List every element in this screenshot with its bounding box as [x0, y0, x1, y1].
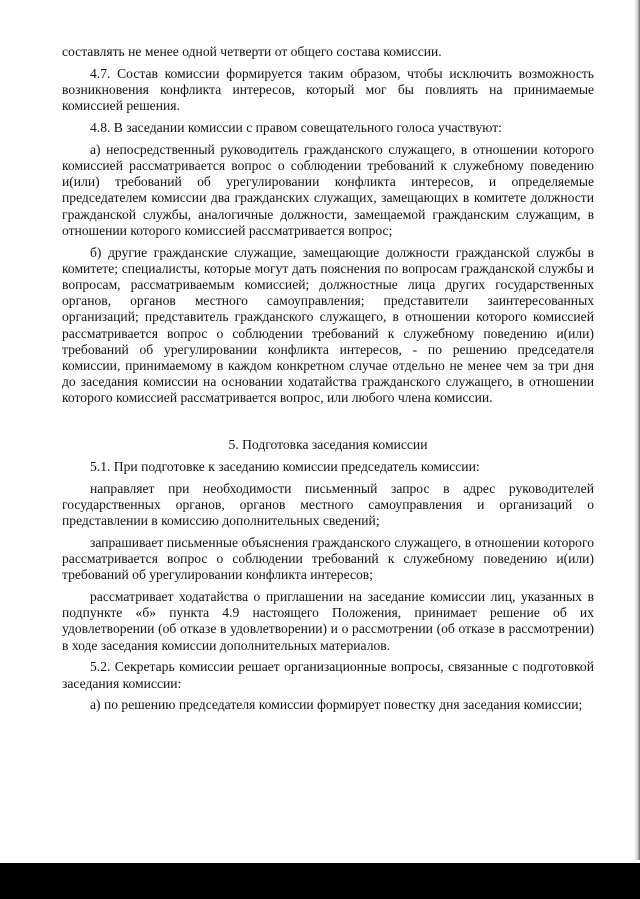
paragraph-continuation: составлять не менее одной четверти от общего состава комиссии.: [62, 44, 442, 59]
scan-bottom-border: [0, 863, 640, 899]
paragraph-5-1: 5.1. При подготовке к заседанию комиссии председатель комиссии:: [90, 458, 480, 474]
paragraph-4-8-b: б) другие гражданские служащие, замещающие должности гражданской службы в комитете; специалисты, которые могут дать пояснения по вопросам гражданской службы и вопросам, рассматриваемым комиссией; должностные лица других государственных органов, органов местного самоуправления; представители заинтересованных организаций; представитель гражданского служащего, в отношении которого комиссией рассматривается вопрос о соблюдении требований к служебному поведению и(или) требований об урегулировании конфликта интересов, - по решению председателя комиссии, принимаемому в каждом конкретном случае отдельно не менее чем за три дня до заседания комиссии на основании ходатайства гражданского служащего, в отношении которого комиссией рассматривается вопрос, или любого члена комиссии.: [62, 244, 594, 406]
document-body: [62, 44, 594, 719]
section-heading-5: 5. Подготовка заседания комиссии: [228, 436, 428, 452]
paragraph-5-1-item-2: запрашивает письменные объяснения гражданского служащего, в отношении которого рассматривается вопрос о соблюдении требований к служебному поведению и(или) требований об урегулировании конфликта интересов;: [62, 534, 594, 583]
paragraph-5-1-item-1: направляет при необходимости письменный запрос в адрес руководителей государственных органов, органов местного самоуправления и организаций о представлении в комиссию дополнительных сведений;: [62, 480, 594, 529]
paragraph-4-8-a: а) непосредственный руководитель гражданского служащего, в отношении которого комиссией рассматривается вопрос о соблюдении требований к служебному поведению и(или) требований об урегулировании конфликта интересов, и определяемые председателем комиссии два гражданских служащих, замещающих в комитете должности гражданской службы, аналогичные должности, замещаемой гражданским служащим, в отношении которого комиссией рассматривается вопрос;: [62, 141, 594, 238]
paragraph-4-8: 4.8. В заседании комиссии с правом совещательного голоса участвуют:: [90, 120, 502, 135]
paragraph-4-7: 4.7. Состав комиссии формируется таким образом, чтобы исключить возможность возникновения конфликта интересов, который мог бы повлиять на принимаемые комиссией решения.: [62, 65, 594, 114]
paragraph-5-2-a: а) по решению председателя комиссии формирует повестку дня заседания комиссии;: [90, 697, 583, 713]
paragraph-5-2: 5.2. Секретарь комиссии решает организационные вопросы, связанные с подготовкой заседания комиссии:: [62, 659, 594, 691]
paragraph-5-1-item-3: рассматривает ходатайства о приглашении на заседание комиссии лиц, указанных в подпункте «б» пункта 4.9 настоящего Положения, принимает решение об их удовлетворении (об отказе в удовлетворении) и о рассмотрении (об отказе в рассмотрении) в ходе заседания комиссии дополнительных материалов.: [62, 589, 594, 653]
scan-edge-shadow: [634, 0, 640, 860]
